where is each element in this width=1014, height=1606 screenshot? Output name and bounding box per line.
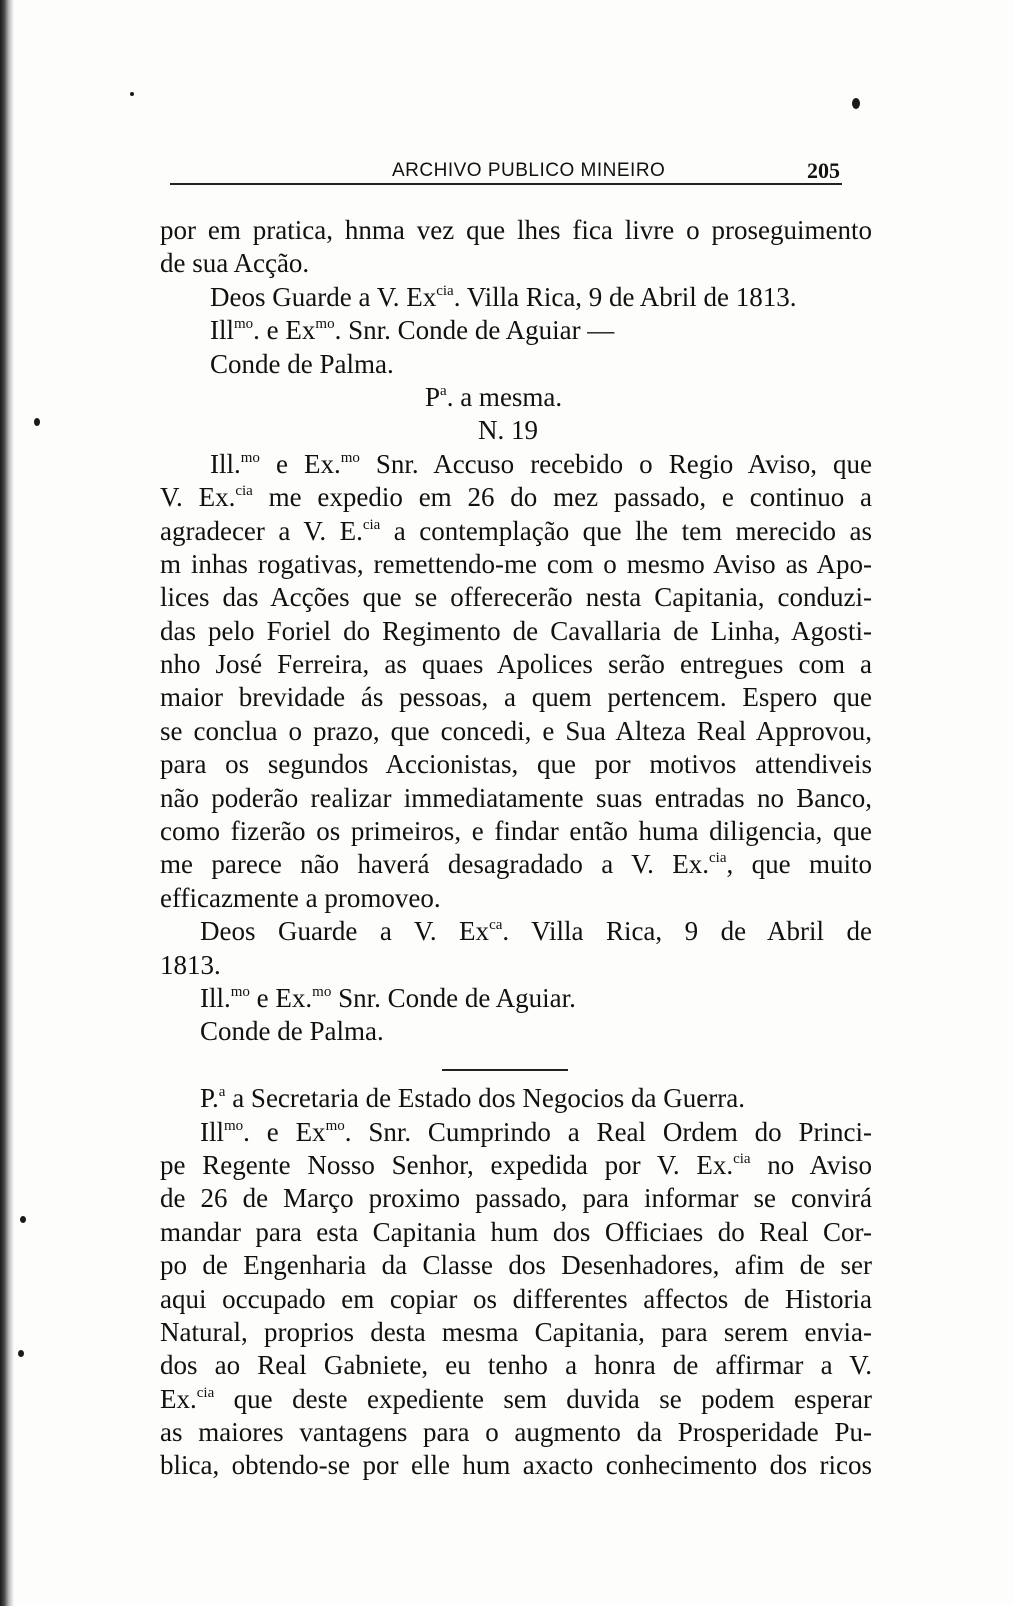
- running-header-title: ARCHIVO PUBLICO MINEIRO: [392, 160, 666, 181]
- text-line: Ill$^{mo}$. e $Ex^{mo}$. Snr. Cumprindo a Real Ordem do Princi-: [200, 1116, 872, 1147]
- text-line: de 26 de Março proximo passado, para informar se convirá: [160, 1183, 872, 1214]
- ink-speck: [18, 1350, 24, 1357]
- text-line: Deos Guarde a V. $Ex^{cia}$. Villa Rica, 9 de Abril de 1813.: [210, 281, 797, 312]
- text-line: m inhas rogativas, remettendo-me com o mesmo Aviso as Apo-: [160, 548, 872, 579]
- page-number: 205: [807, 158, 840, 183]
- text-line: Ex.$^{cia}$ que deste expediente sem duvida se podem esperar: [160, 1383, 872, 1414]
- ink-speck: [20, 1216, 26, 1223]
- text-line: V. Ex.$^{cia}$ me expedio em 26 do mez passado, e continuo a: [160, 482, 872, 513]
- text-line: blica, obtendo-se por elle hum axacto conhecimento dos ricos: [160, 1450, 872, 1481]
- text-line: me parece não haverá desagradado a V. Ex.$^{cia}$, que muito: [160, 849, 872, 880]
- text-line: 1813.: [160, 949, 221, 980]
- text-line: se conclua o prazo, que concedi, e Sua Alteza Real Approvou,: [160, 715, 872, 746]
- text-line: mandar para esta Capitania hum dos Officiaes do Real Cor-: [160, 1216, 872, 1247]
- text-line: agradecer a V. E.$^{cia}$ a contemplação que lhe tem merecido as: [160, 515, 872, 546]
- ink-speck: [34, 418, 40, 426]
- text-line: po de Engenharia da Classe dos Desenhadores, afim de ser: [160, 1250, 872, 1281]
- document-number: N. 19: [478, 415, 538, 446]
- text-line: como fizerão os primeiros, e findar então huma diligencia, que: [160, 816, 872, 847]
- text-line: lices das Acções que se offerecerão nesta Capitania, conduzi-: [160, 582, 872, 613]
- text-line: Deos Guarde a V. $Ex^{ca}$. Villa Rica, 9 de Abril de: [200, 916, 872, 947]
- text-line: para os segundos Accionistas, que por motivos attendiveis: [160, 749, 872, 780]
- section-separator: [160, 1049, 872, 1082]
- text-line: Ill.$^{mo}$ e Ex.$^{mo}$ Snr. Accuso recebido o Regio Aviso, que: [210, 448, 872, 479]
- text-line: pe Regente Nosso Senhor, expedida por V. Ex.$^{cia}$ no Aviso: [160, 1149, 872, 1180]
- ink-speck: [852, 98, 860, 109]
- text-line: de sua Acção.: [160, 248, 310, 279]
- header-rule: [170, 183, 842, 185]
- text-line: das pelo Foriel do Regimento de Cavallaria de Linha, Agosti-: [160, 615, 872, 646]
- text-line: não poderão realizar immediatamente suas entradas no Banco,: [160, 782, 872, 813]
- text-line: Ill.$^{mo}$ e Ex.$^{mo}$ Snr. Conde de Aguiar.: [200, 982, 576, 1013]
- ink-speck: [130, 92, 134, 96]
- text-line: Natural, proprios desta mesma Capitania, para serem envia-: [160, 1316, 872, 1347]
- text-line: Ill$^{mo}$. e $Ex^{mo}$. Snr. Conde de Aguiar —: [210, 315, 615, 346]
- text-line: maior brevidade ás pessoas, a quem pertencem. Espero que: [160, 682, 872, 713]
- signature-line: Conde de Palma.: [200, 1016, 384, 1047]
- text-line: efficazmente a promoveo.: [160, 882, 441, 913]
- text-line: dos ao Real Gabniete, eu tenho a honra de affirmar a V.: [160, 1350, 872, 1381]
- signature-line: Conde de Palma.: [210, 348, 394, 379]
- text-line: por em pratica, hnma vez que lhes fica livre o proseguimento: [160, 215, 872, 245]
- page-binding-edge: [0, 0, 14, 1606]
- address-line: $P^a$. a mesma.: [425, 381, 563, 412]
- text-line: aqui occupado em copiar os differentes affectos de Historia: [160, 1283, 872, 1314]
- running-header: [170, 150, 842, 186]
- body-text: [160, 214, 872, 1483]
- address-line: P.$^a$ a Secretaria de Estado dos Negocios da Guerra.: [200, 1083, 745, 1114]
- text-line: nho José Ferreira, as quaes Apolices serão entregues com a: [160, 649, 872, 680]
- text-line: as maiores vantagens para o augmento da Prosperidade Pu-: [160, 1417, 872, 1448]
